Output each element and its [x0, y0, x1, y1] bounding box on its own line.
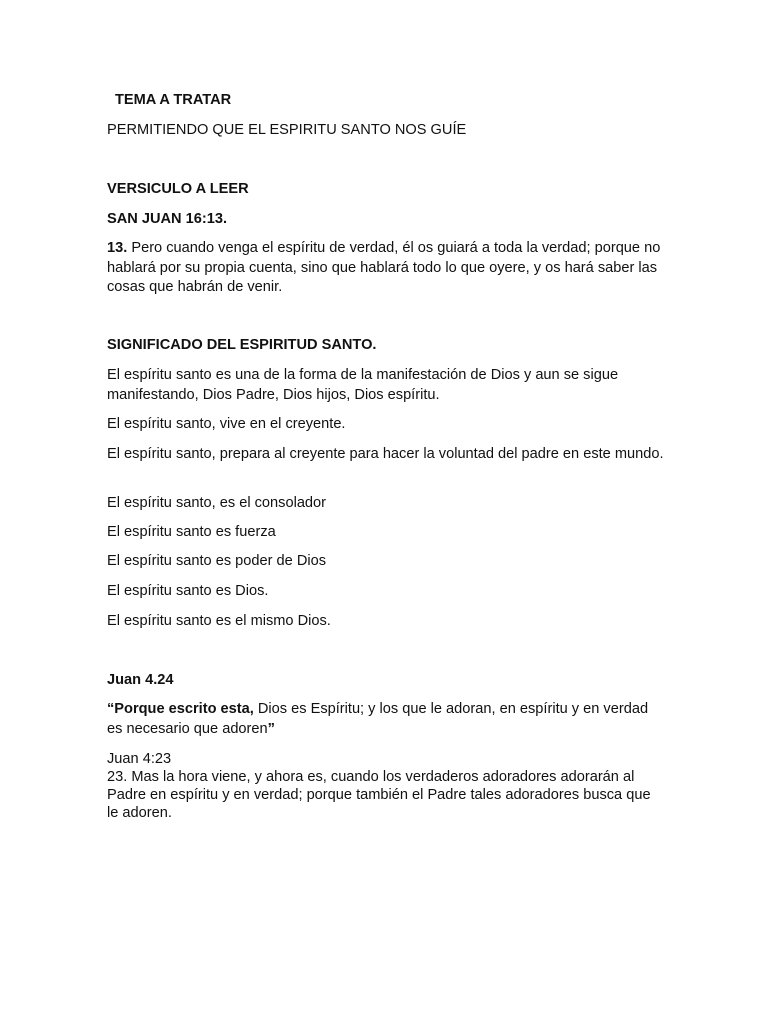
meaning-item: El espíritu santo, es el consolador [107, 495, 327, 511]
meaning-item: El espíritu santo es una de la forma de la manifestación de Dios y aun se sigue manifestando, Dios Padre, Dios hijos, Dios espíritu. [107, 367, 619, 403]
meaning-item: El espíritu santo es el mismo Dios. [107, 613, 331, 629]
verse-heading: VERSICULO A LEER [107, 181, 249, 197]
juan-424-quote-close: ” [267, 720, 275, 737]
verse-paragraph [107, 239, 667, 298]
meaning-item: El espíritu santo es fuerza [107, 524, 276, 540]
meaning-heading: SIGNIFICADO DEL ESPIRITUD SANTO. [107, 337, 377, 353]
meaning-item: El espíritu santo es Dios. [107, 583, 269, 599]
verse-number: 13. [107, 240, 128, 256]
juan-423-text: 23. Mas la hora viene, y ahora es, cuando los verdaderos adoradores adorarán al Padre en espíritu y en verdad; porque también el Padre tales adoradores busca que le adoren. [107, 769, 651, 821]
topic-title: PERMITIENDO QUE EL ESPIRITU SANTO NOS GUÍE [107, 122, 467, 138]
verse-text: Pero cuando venga el espíritu de verdad, él os guiará a toda la verdad; porque no hablará por su propia cuenta, sino que hablará todo lo que oyere, y os hará saber las cosas que habrán de venir. [107, 240, 661, 295]
juan-424-quote-text: Dios es Espíritu; y los que le adoran, en espíritu y en verdad es necesario que adoren [107, 701, 649, 737]
juan-424-quote-bold: “Porque escrito esta, [107, 701, 254, 717]
juan-424-reference: Juan 4.24 [107, 672, 174, 688]
juan-424-quote [107, 700, 667, 739]
topic-heading: TEMA A TRATAR [115, 92, 232, 108]
meaning-item: El espíritu santo, vive en el creyente. [107, 416, 346, 432]
meaning-item: El espíritu santo, prepara al creyente para hacer la voluntad del padre en este mundo. [107, 446, 664, 462]
juan-423-reference: Juan 4:23 [107, 751, 172, 767]
meaning-item: El espíritu santo es poder de Dios [107, 553, 327, 569]
verse-reference: SAN JUAN 16:13. [107, 211, 228, 227]
